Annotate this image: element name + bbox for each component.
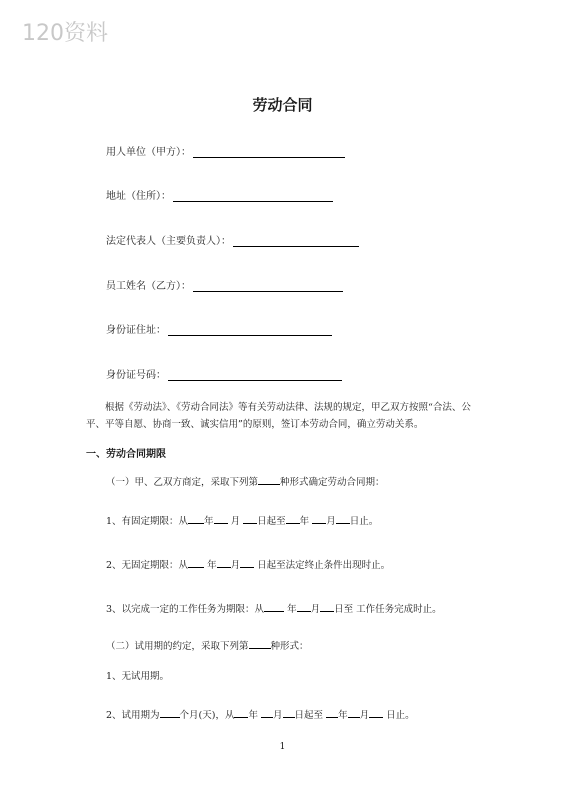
id-number-label: 身份证号码： [106,370,166,381]
fixed-term-text: 1、有固定期限：从 [106,516,189,527]
term-form-clause [106,474,385,488]
day-from-label: 日起至 [257,516,286,527]
section-heading-contract-term: 一、劳动合同期限 [86,449,166,460]
intro-text: 根据《劳动法》、《劳动合同法》等有关劳动法律、法规的规定，甲乙双方按照“合法、公平、平等自愿、协商一致、诚实信用”的原则，签订本劳动合同，确立劳动关系。 [86,402,471,430]
address-blank[interactable] [173,189,333,202]
legal-rep-blank[interactable] [233,234,359,247]
month-label-4: 月 [310,604,321,615]
open-start-day-blank[interactable] [240,558,254,568]
probation-unit-text: 个月(天)，从 [179,710,235,721]
task-term-end-text: 日至 工作任务完成时止。 [334,604,442,615]
day-end-label-2: 日止。 [386,710,415,721]
id-address-blank[interactable] [168,323,332,336]
page-number: 1 [279,742,286,752]
probation-period-item [106,707,415,721]
month-label-2: 月 [326,516,336,527]
employer-label: 用人单位（甲方）： [106,147,191,158]
term-form-blank[interactable] [258,475,280,485]
probation-length-blank[interactable] [160,708,180,718]
year-label-4: 年 [287,604,297,615]
probation-form-text: （二）试用期的约定，采取下列第 [106,641,249,652]
term-form-text-end: 种形式确定劳动合同期： [280,477,385,488]
id-address-field [106,321,332,336]
open-term-item [106,557,390,571]
open-start-month-blank[interactable] [217,558,231,568]
employee-name-blank[interactable] [193,279,343,292]
task-start-month-blank[interactable] [297,602,311,612]
probation-start-year-blank[interactable] [234,708,248,718]
open-term-end-text: 日起至法定终止条件出现时止。 [257,560,391,571]
month-label-5: 月 [273,710,283,721]
year-label-6: 年 [338,710,348,721]
employer-blank[interactable] [193,145,345,158]
probation-form-blank[interactable] [249,639,271,649]
probation-end-year-blank[interactable] [326,708,338,718]
task-start-day-blank[interactable] [320,602,334,612]
month-label: 月 [230,516,241,527]
id-number-field [106,366,342,381]
id-address-label: 身份证住址： [106,325,166,336]
year-label-2: 年 [299,516,310,527]
task-start-year-blank[interactable] [264,602,284,612]
fixed-term-item [106,513,378,527]
open-start-year-blank[interactable] [188,558,204,568]
probation-form-clause [106,638,309,652]
address-label: 地址（住所）： [106,191,171,202]
intro-paragraph [86,399,486,433]
probation-start-day-blank[interactable] [283,708,295,718]
probation-end-day-blank[interactable] [369,708,383,718]
year-label-3: 年 [207,560,217,571]
month-label-6: 月 [359,710,370,721]
employer-field [106,143,345,158]
address-field [106,187,333,202]
fixed-end-year-blank[interactable] [286,514,300,524]
day-from-label-2: 日起至 [294,710,324,721]
fixed-start-day-blank[interactable] [243,514,257,524]
open-term-text: 2、无固定期限：从 [106,560,189,571]
document-title: 劳动合同 [252,96,313,114]
fixed-start-year-blank[interactable] [188,514,204,524]
probation-form-text-end: 种形式： [270,641,309,652]
employee-name-label: 员工姓名（乙方）： [106,281,191,292]
task-term-text: 3、以完成一定的工作任务为期限：从 [106,604,265,615]
fixed-end-day-blank[interactable] [336,514,350,524]
year-label-5: 年 [248,710,258,721]
no-probation-item: 1、无试用期。 [106,671,170,682]
fixed-end-month-blank[interactable] [312,514,326,524]
year-label: 年 [204,516,214,527]
id-number-blank[interactable] [168,368,342,381]
probation-text: 2、试用期为 [106,710,160,721]
day-end-label: 日止。 [349,516,379,527]
legal-rep-label: 法定代表人（主要负责人）： [106,236,231,247]
term-form-text: （一）甲、乙双方商定，采取下列第 [106,477,259,488]
legal-rep-field [106,232,359,247]
probation-end-month-blank[interactable] [348,708,360,718]
month-label-3: 月 [230,560,241,571]
probation-start-month-blank[interactable] [261,708,273,718]
fixed-start-month-blank[interactable] [214,514,228,524]
employee-name-field [106,277,343,292]
task-term-item [106,601,442,615]
watermark: 120资料 [22,21,108,46]
